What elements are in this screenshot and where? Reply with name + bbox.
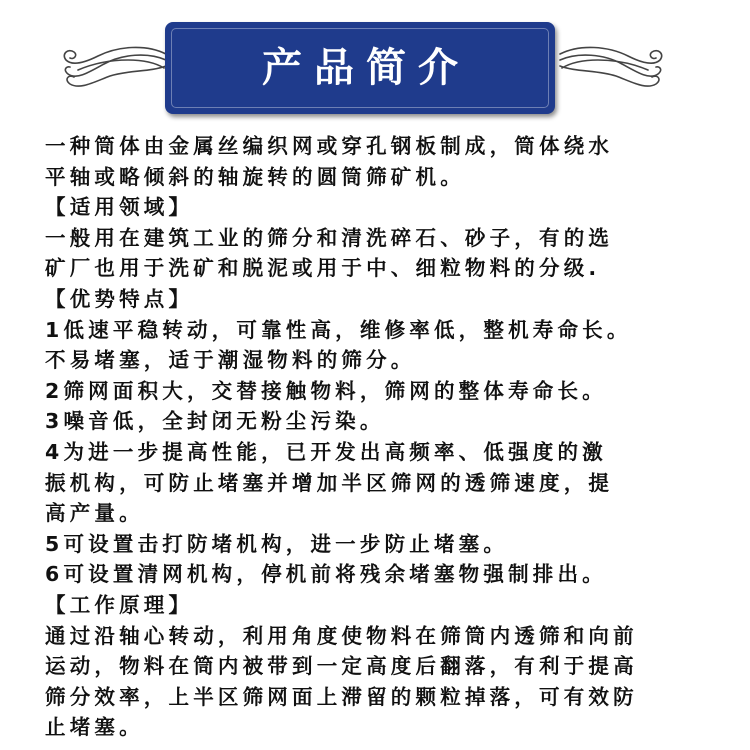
section-heading-principle: 【工作原理】 [45, 592, 194, 617]
text-line: 通过沿轴心转动，利用角度使物料在筛筒内透筛和向前 [45, 623, 638, 648]
text-line: 矿厂也用于洗矿和脱泥或用于中、细粒物料的分级. [45, 256, 601, 281]
title-banner [165, 22, 555, 114]
text-line: 高产量。 [45, 501, 144, 526]
text-line: 一种筒体由金属丝编织网或穿孔钢板制成，筒体绕水 [45, 134, 614, 158]
text-line: 4为进一步提高性能，已开发出高频率、低强度的激 [45, 439, 607, 464]
text-line: 3噪音低，全封闭无粉尘污染。 [45, 409, 385, 434]
text-line: 止堵塞。 [45, 715, 144, 740]
text-line: 2筛网面积大，交替接触物料，筛网的整体寿命长。 [45, 378, 607, 403]
text-line: 平轴或略倾斜的轴旋转的圆筒筛矿机。 [45, 164, 465, 189]
text-line: 运动，物料在筒内被带到一定高度后翻落，有利于提高 [45, 654, 638, 679]
flourish-right-icon [558, 40, 668, 96]
section-heading-advantages: 【优势特点】 [45, 286, 194, 311]
flourish-left-icon [58, 40, 168, 96]
text-line: 5可设置击打防堵机构，进一步防止堵塞。 [45, 531, 509, 556]
text-line: 振机构，可防止堵塞并增加半区筛网的透筛速度，提 [45, 470, 614, 495]
description-body [45, 131, 715, 743]
text-line: 不易堵塞，适于潮湿物料的筛分。 [45, 348, 416, 373]
text-line: 1低速平稳转动，可靠性高，维修率低，整机寿命长。 [45, 317, 632, 342]
text-line: 一般用在建筑工业的筛分和清洗碎石、砂子，有的选 [45, 225, 614, 250]
text-line: 6可设置清网机构，停机前将残余堵塞物强制排出。 [45, 562, 607, 587]
text-line: 筛分效率，上半区筛网面上滞留的颗粒掉落，可有效防 [45, 684, 638, 709]
page-title: 产品简介 [262, 45, 470, 91]
section-heading-application: 【适用领域】 [45, 195, 194, 220]
